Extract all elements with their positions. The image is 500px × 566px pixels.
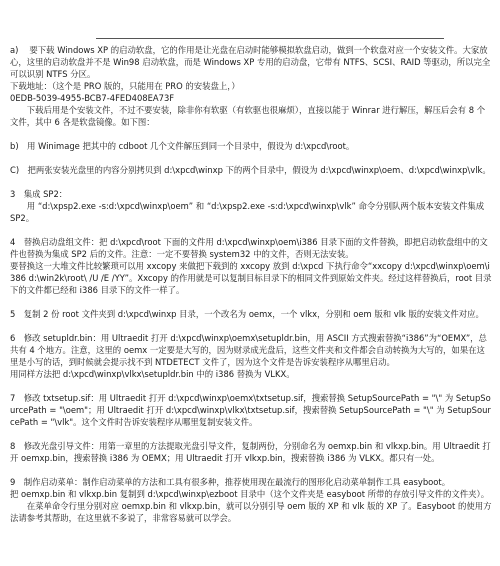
paragraph: 9 制作启动菜单：制作启动菜单的方法和工具有很多种，推荐使用现在最流行的图形化启动菜单制作工具 easyboot。: [10, 477, 451, 487]
paragraph: 4 替换启动盘组文件：把 d:\xpcd\root 下面的文件用 d:\xpcd\winxp\oem\i386 目录下面的文件替换，即把启动软盘组中的文件也替换为集成 SP2 后的文件。注意：一定不要替换 system32 中的文件，否则无法安装。: [10, 237, 488, 259]
paragraph: 用同样方法把 d:\xpcd\winxp\vlkx\setupldr.bin 中的 i386 替换为 VLKX。: [10, 369, 295, 379]
paragraph: 下载地址：（这个是 PRO 版的，只能用在 PRO 的安装盘上，）: [10, 81, 240, 91]
paragraph: 下载后用是个安装文件，不过不要安装，除非你有软驱（有软驱也很麻烦），直接以能于 Winrar 进行解压，解压后会有 8 个文件，其中 6 各是软盘镜像。如下图：: [10, 105, 486, 127]
paragraph: 5 复制 2 份 root 文件夹到 d:\xpcd\winxp 目录，一个改名为 oemx，一个 vlkx，分别和 oem 版和 vlk 版的安装文件对应。: [10, 309, 484, 319]
paragraph: b) 用 Winimage 把其中的 cdboot 几个文件解压到同一个目录中，假设为 d:\xpcd\root。: [10, 141, 355, 151]
paragraph: 在菜单命令行里分别对应 oemxp.bin 和 vlkxp.bin，就可以分别引导 oem 版的 XP 和 vlk 版的 XP 了。Easyboot 的使用方法请参考其帮助，在这里就不多说了，非常容易就可以学会。: [10, 501, 492, 523]
paragraph: a) 要下载 Windows XP 的启动软盘，它的作用是让光盘在启动时能够模拟软盘启动，做到一个软盘对应一个安装文件。大家放心，这里的启动软盘并不是 Win98 启动软盘，而是 Windows XP 专用的启动盘，它带有 NTFS、SCSI、RAID 等驱动，所以完全可以识别 NTFS 分区。: [10, 45, 491, 79]
paragraph: 6 修改 setupldr.bin：用 Ultraedit 打开 d:\xpcd\winxp\oemx\setupldr.bin，用 ASCII 方式搜索替换“i386”为“OEMX”，总共有 4 个地方。注意，这里的 oemx 一定要是大写的，因为财录成光盘后，这些文件夹和文件都会自动转换为大写的，如果在这里是小写的话，到时候就会提示找不到 NTDETECT 文件了，因为这个文件是告诉安装程序从哪里启动。: [10, 333, 487, 367]
paragraph: 3 集成 SP2：: [10, 189, 68, 199]
paragraph: C) 把两张安装光盘里的内容分别拷贝到 d:\xpcd\winxp 下的两个目录中，假设为 d:\xpcd\winxp\oem、d:\xpcd\winxp\vlk。: [10, 165, 491, 175]
paragraph: 要替换这一大堆文件比较繁琐可以用 xxcopy 来做把下载到的 xxcopy 放到 d:\xpcd 下执行命令“xxcopy d:\xpcd\winxp\oem\i386 d:\win2k\root\ /U /E /YY”。Xxcopy 的作用就是可以复制目标目录下的相同文件到原始文件夹。经过这样替换后，root 目录下的文件都已经和 i386 目录下的文件一样了。: [10, 261, 492, 295]
header-rule: [96, 38, 444, 39]
paragraph: 把 oemxp.bin 和 vlkxp.bin 复制到 d:\xpcd\winxp\ezboot 目录中（这个文件夹是 easyboot 所带的存放引导文件的文件夹）。: [10, 489, 490, 499]
paragraph: 用 “d:\xpsp2.exe -s:d:\xpcd\winxp\oem” 和 “d:\xpsp2.exe -s:d:\xpcd\winxp\vlk” 命令分别队两个版本安装文件集成 SP2。: [10, 201, 485, 223]
paragraph: 0EDB-5039-4955-BCB7-4FED408EA73F: [10, 93, 175, 103]
paragraph: 7 修改 txtsetup.sif：用 Ultraedit 打开 d:\xpcd\winxp\oemx\txtsetup.sif，搜索替换 SetupSourcePath = "\" 为 SetupSourcePath = "\oem"；用 Ultraedit 打开 d:\xpcd\winxp\vlkx\txtsetup.sif，搜索替换 SetupSourcePath = "\" 为 SetupSourcePath = "\vlk"。这个文件时告诉安装程序从哪里复制安装文件。: [10, 393, 491, 427]
paragraph: 8 修改光盘引导文件：用第一章里的方法提取光盘引导文件，复制两份，分别命名为 oemxp.bin 和 vlkxp.bin。用 Ultraedit 打开 oemxp.bin，搜索替换 i386 为 OEMX；用 Ultraedit 打开 vlkxp.bin，搜索替换 i386 为 VLKX。都只有一处。: [10, 441, 491, 463]
document-body: [10, 44, 492, 524]
